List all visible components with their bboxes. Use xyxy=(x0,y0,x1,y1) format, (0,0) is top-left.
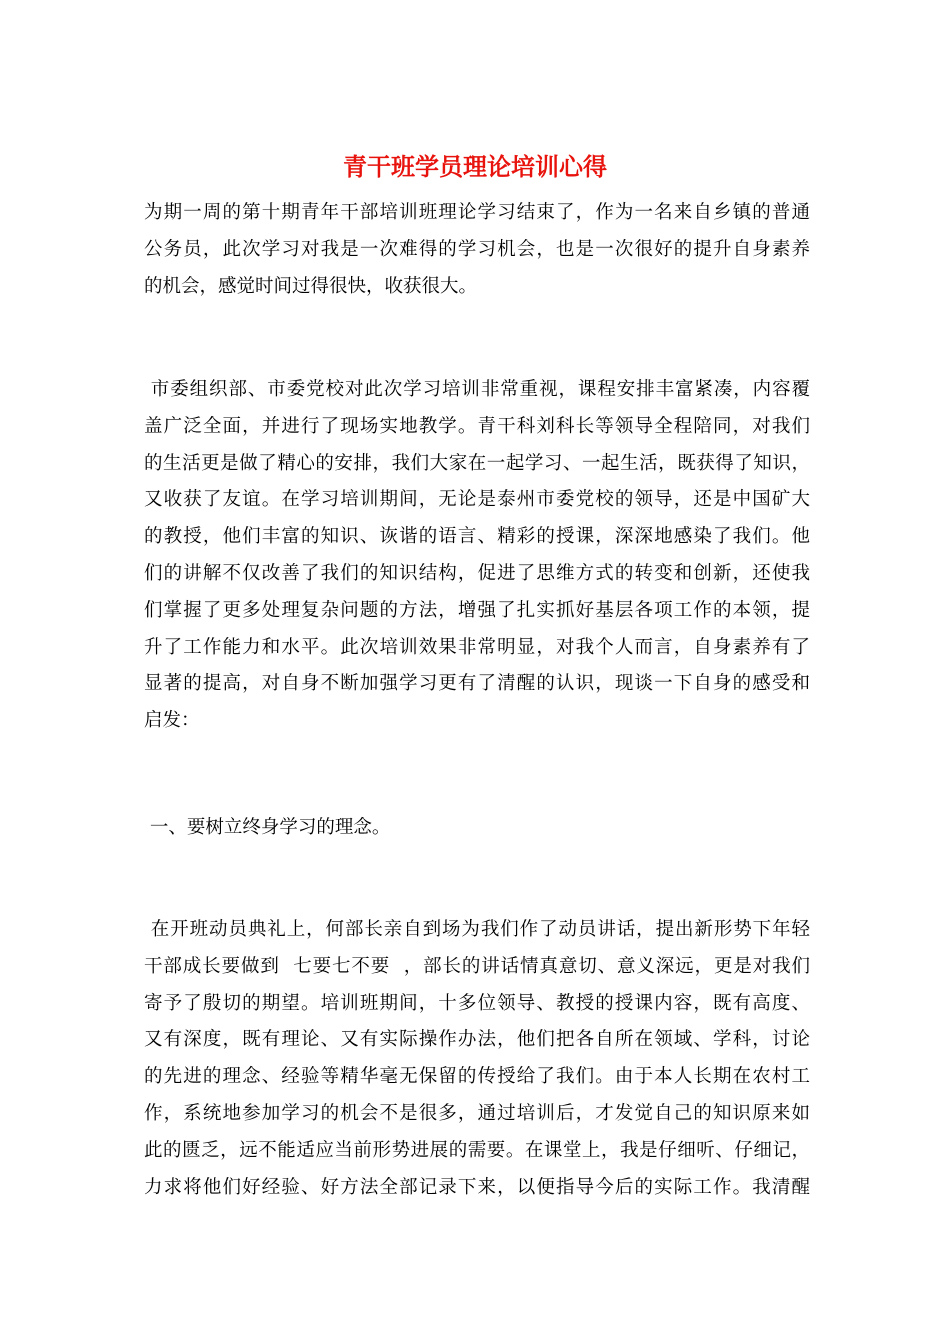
text-line: 盖广泛全面，并进行了现场实地教学。青干科刘科长等领导全程陪同，对我们 xyxy=(144,415,810,437)
text-line: 的先进的理念、经验等精华毫无保留的传授给了我们。由于本人长期在农村工 xyxy=(144,1066,810,1088)
text-line: 的生活更是做了精心的安排，我们大家在一起学习、一起生活，既获得了知识， xyxy=(144,452,810,474)
paragraph-lifelong-learning xyxy=(144,912,810,1206)
document-title: 青干班学员理论培训心得 xyxy=(343,152,607,181)
text-line: 又收获了友谊。在学习培训期间，无论是泰州市委党校的领导，还是中国矿大 xyxy=(144,489,810,511)
text-line: 公务员，此次学习对我是一次难得的学习机会，也是一次很好的提升自身素养 xyxy=(144,238,810,260)
text-line: 在开班动员典礼上，何部长亲自到场为我们作了动员讲话，提出新形势下年轻 xyxy=(144,919,810,940)
text-line: 的机会，感觉时间过得很快，收获很大。 xyxy=(144,275,478,297)
text-line: 们掌握了更多处理复杂问题的方法，增强了扎实抓好基层各项工作的本领，提 xyxy=(144,599,810,621)
text-line: 又有深度，既有理论、又有实际操作办法，他们把各自所在领域、学科，讨论 xyxy=(144,1029,810,1051)
text-line: 干部成长要做到 七要七不要 ，部长的讲话情真意切、意义深远，更是对我们 xyxy=(144,955,810,977)
text-line: 们的讲解不仅改善了我们的知识结构，促进了思维方式的转变和创新，还使我 xyxy=(144,562,810,584)
text-line: 显著的提高，对自身不断加强学习更有了清醒的认识，现谈一下自身的感受和 xyxy=(144,673,810,695)
paragraph-intro xyxy=(144,195,810,305)
text-line: 作，系统地参加学习的机会不是很多，通过培训后，才发觉自己的知识原来如 xyxy=(144,1102,810,1124)
section-heading-text: 一、要树立终身学习的理念。 xyxy=(144,817,391,838)
text-line: 力求将他们好经验、好方法全部记录下来，以便指导今后的实际工作。我清醒 xyxy=(144,1176,810,1198)
text-line: 的教授，他们丰富的知识、诙谐的语言、精彩的授课，深深地感染了我们。他 xyxy=(144,526,810,548)
text-line: 市委组织部、市委党校对此次学习培训非常重视，课程安排丰富紧凑，内容覆 xyxy=(144,379,810,400)
text-line: 此的匮乏，远不能适应当前形势进展的需要。在课堂上，我是仔细听、仔细记， xyxy=(144,1139,810,1161)
section-heading-1 xyxy=(144,810,810,847)
text-line: 寄予了殷切的期望。培训班期间，十多位领导、教授的授课内容，既有高度、 xyxy=(144,992,810,1014)
paragraph-training-overview xyxy=(144,372,810,740)
text-line: 升了工作能力和水平。此次培训效果非常明显，对我个人而言，自身素养有了 xyxy=(144,636,810,658)
text-line: 为期一周的第十期青年干部培训班理论学习结束了，作为一名来自乡镇的普通 xyxy=(144,202,810,223)
text-line: 启发： xyxy=(144,710,200,732)
